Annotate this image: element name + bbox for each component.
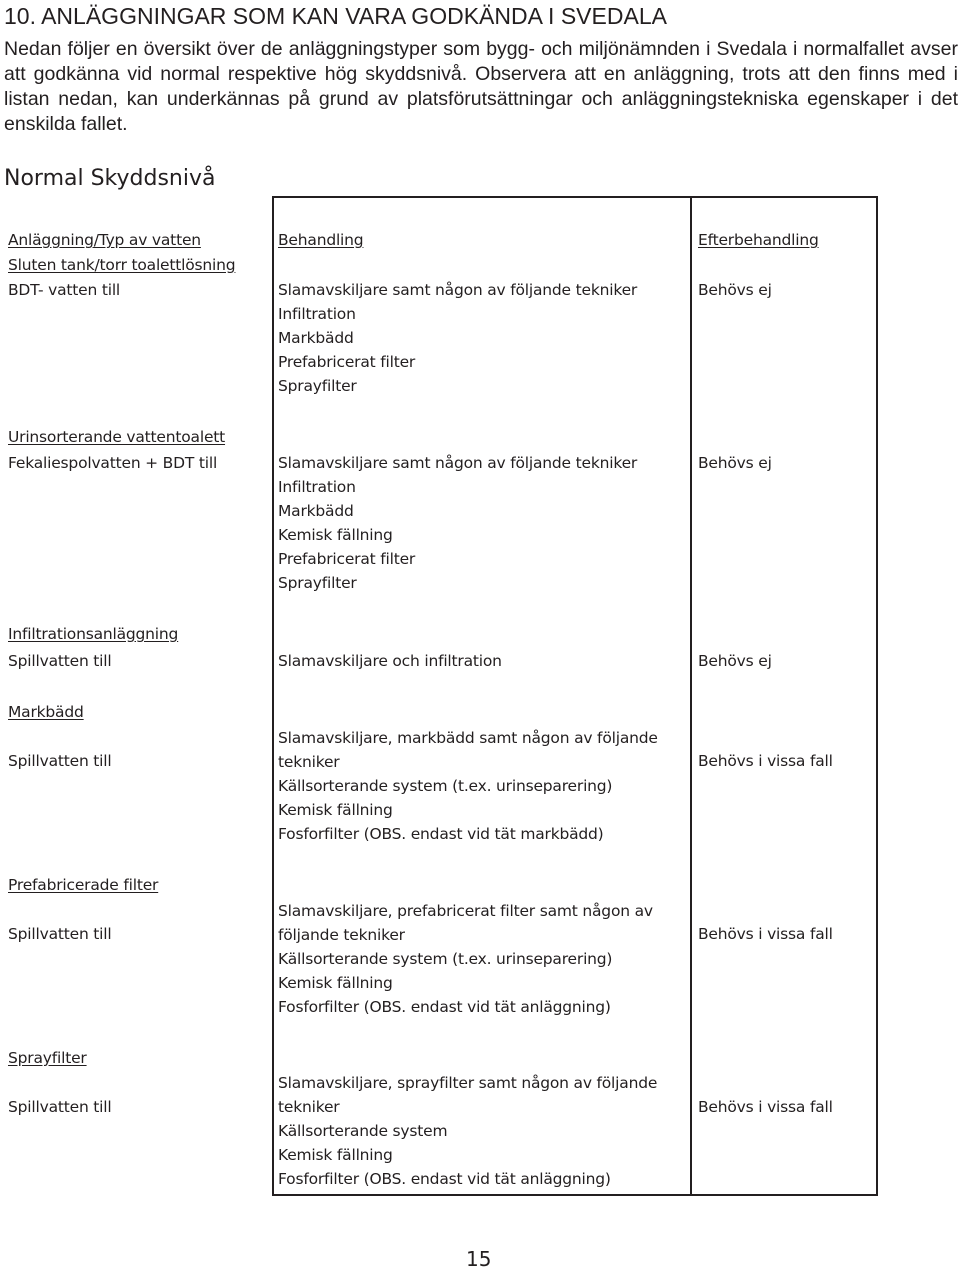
treatment-item: Slamavskiljare, prefabricerat filter samt någon av [278,902,653,920]
treatment-item: Slamavskiljare samt någon av följande tekniker [278,281,638,299]
intro-paragraph: Nedan följer en översikt över de anläggningstyper som bygg- och miljönämnden i Svedala i normalfallet avser att godkänna vid normal respektive hög skyddsnivå. Observera att en anläggning, trots att den finns med i listan nedan, kan underkännas på grund av platsförutsättningar och anläggningstekniska egenskaper i det enskilda fallet. [4,38,958,135]
post-treatment: Behövs ej [698,454,772,472]
header-treatment: Behandling [278,231,364,249]
treatment-item: Markbädd [278,502,354,520]
post-treatment: Behövs ej [698,281,772,299]
protection-level-title: Normal Skyddsnivå [4,166,216,191]
treatment-item: Infiltration [278,305,356,323]
treatment-item: Fosforfilter (OBS. endast vid tät markbädd) [278,825,604,843]
treatment-item: Källsorterande system (t.ex. urinseparering) [278,777,613,795]
section-heading: 10. ANLÄGGNINGAR SOM KAN VARA GODKÄNDA I SVEDALA [4,3,667,29]
treatment-item: Sprayfilter [278,377,357,395]
treatment-list [278,1071,657,1191]
treatment-item: Slamavskiljare samt någon av följande tekniker [278,454,638,472]
water-type: BDT- vatten till [8,281,121,299]
header-post-treatment: Efterbehandling [698,231,819,249]
treatment-list [278,451,637,595]
section-title: Urinsorterande vattentoalett [8,428,226,446]
treatment-item: Markbädd [278,329,354,347]
treatment-item: Kemisk fällning [278,974,393,992]
treatment-item: Slamavskiljare, sprayfilter samt någon av följande [278,1074,658,1092]
treatment-item: följande tekniker [278,926,405,944]
post-treatment: Behövs i vissa fall [698,1098,833,1116]
treatment-item: Infiltration [278,478,356,496]
treatment-item: tekniker [278,1098,340,1116]
treatment-item: tekniker [278,753,340,771]
table-divider-1 [272,196,274,1196]
water-type: Spillvatten till [8,752,112,770]
treatment-item: Fosforfilter (OBS. endast vid tät anläggning) [278,1170,611,1188]
treatment-item: Slamavskiljare, markbädd samt någon av följande [278,729,658,747]
treatment-list [278,278,637,398]
section-title: Markbädd [8,703,84,721]
section-title: Infiltrationsanläggning [8,625,179,643]
treatment-list [278,726,658,846]
table-bottom-border [273,1194,878,1196]
treatment-list [278,649,502,673]
treatment-item: Slamavskiljare och infiltration [278,652,502,670]
table-divider-3 [876,196,878,1196]
post-treatment: Behövs ej [698,652,772,670]
treatment-item: Prefabricerat filter [278,550,416,568]
water-type: Fekaliespolvatten + BDT till [8,454,218,472]
treatment-item: Prefabricerat filter [278,353,416,371]
treatment-item: Fosforfilter (OBS. endast vid tät anläggning) [278,998,611,1016]
post-treatment: Behövs i vissa fall [698,752,833,770]
water-type: Spillvatten till [8,652,112,670]
section-title: Prefabricerade filter [8,876,159,894]
treatment-item: Sprayfilter [278,574,357,592]
section-title: Sluten tank/torr toalettlösning [8,256,236,274]
treatment-item: Kemisk fällning [278,1146,393,1164]
treatment-item: Källsorterande system [278,1122,448,1140]
water-type: Spillvatten till [8,1098,112,1116]
table-divider-2 [690,196,692,1196]
treatment-item: Källsorterande system (t.ex. urinseparering) [278,950,613,968]
treatment-item: Kemisk fällning [278,801,393,819]
treatment-item: Kemisk fällning [278,526,393,544]
table-top-border [273,196,878,198]
header-facility-type: Anläggning/Typ av vatten [8,231,201,249]
treatment-list [278,899,653,1019]
section-title: Sprayfilter [8,1049,87,1067]
water-type: Spillvatten till [8,925,112,943]
page-number: 15 [466,1247,492,1271]
post-treatment: Behövs i vissa fall [698,925,833,943]
